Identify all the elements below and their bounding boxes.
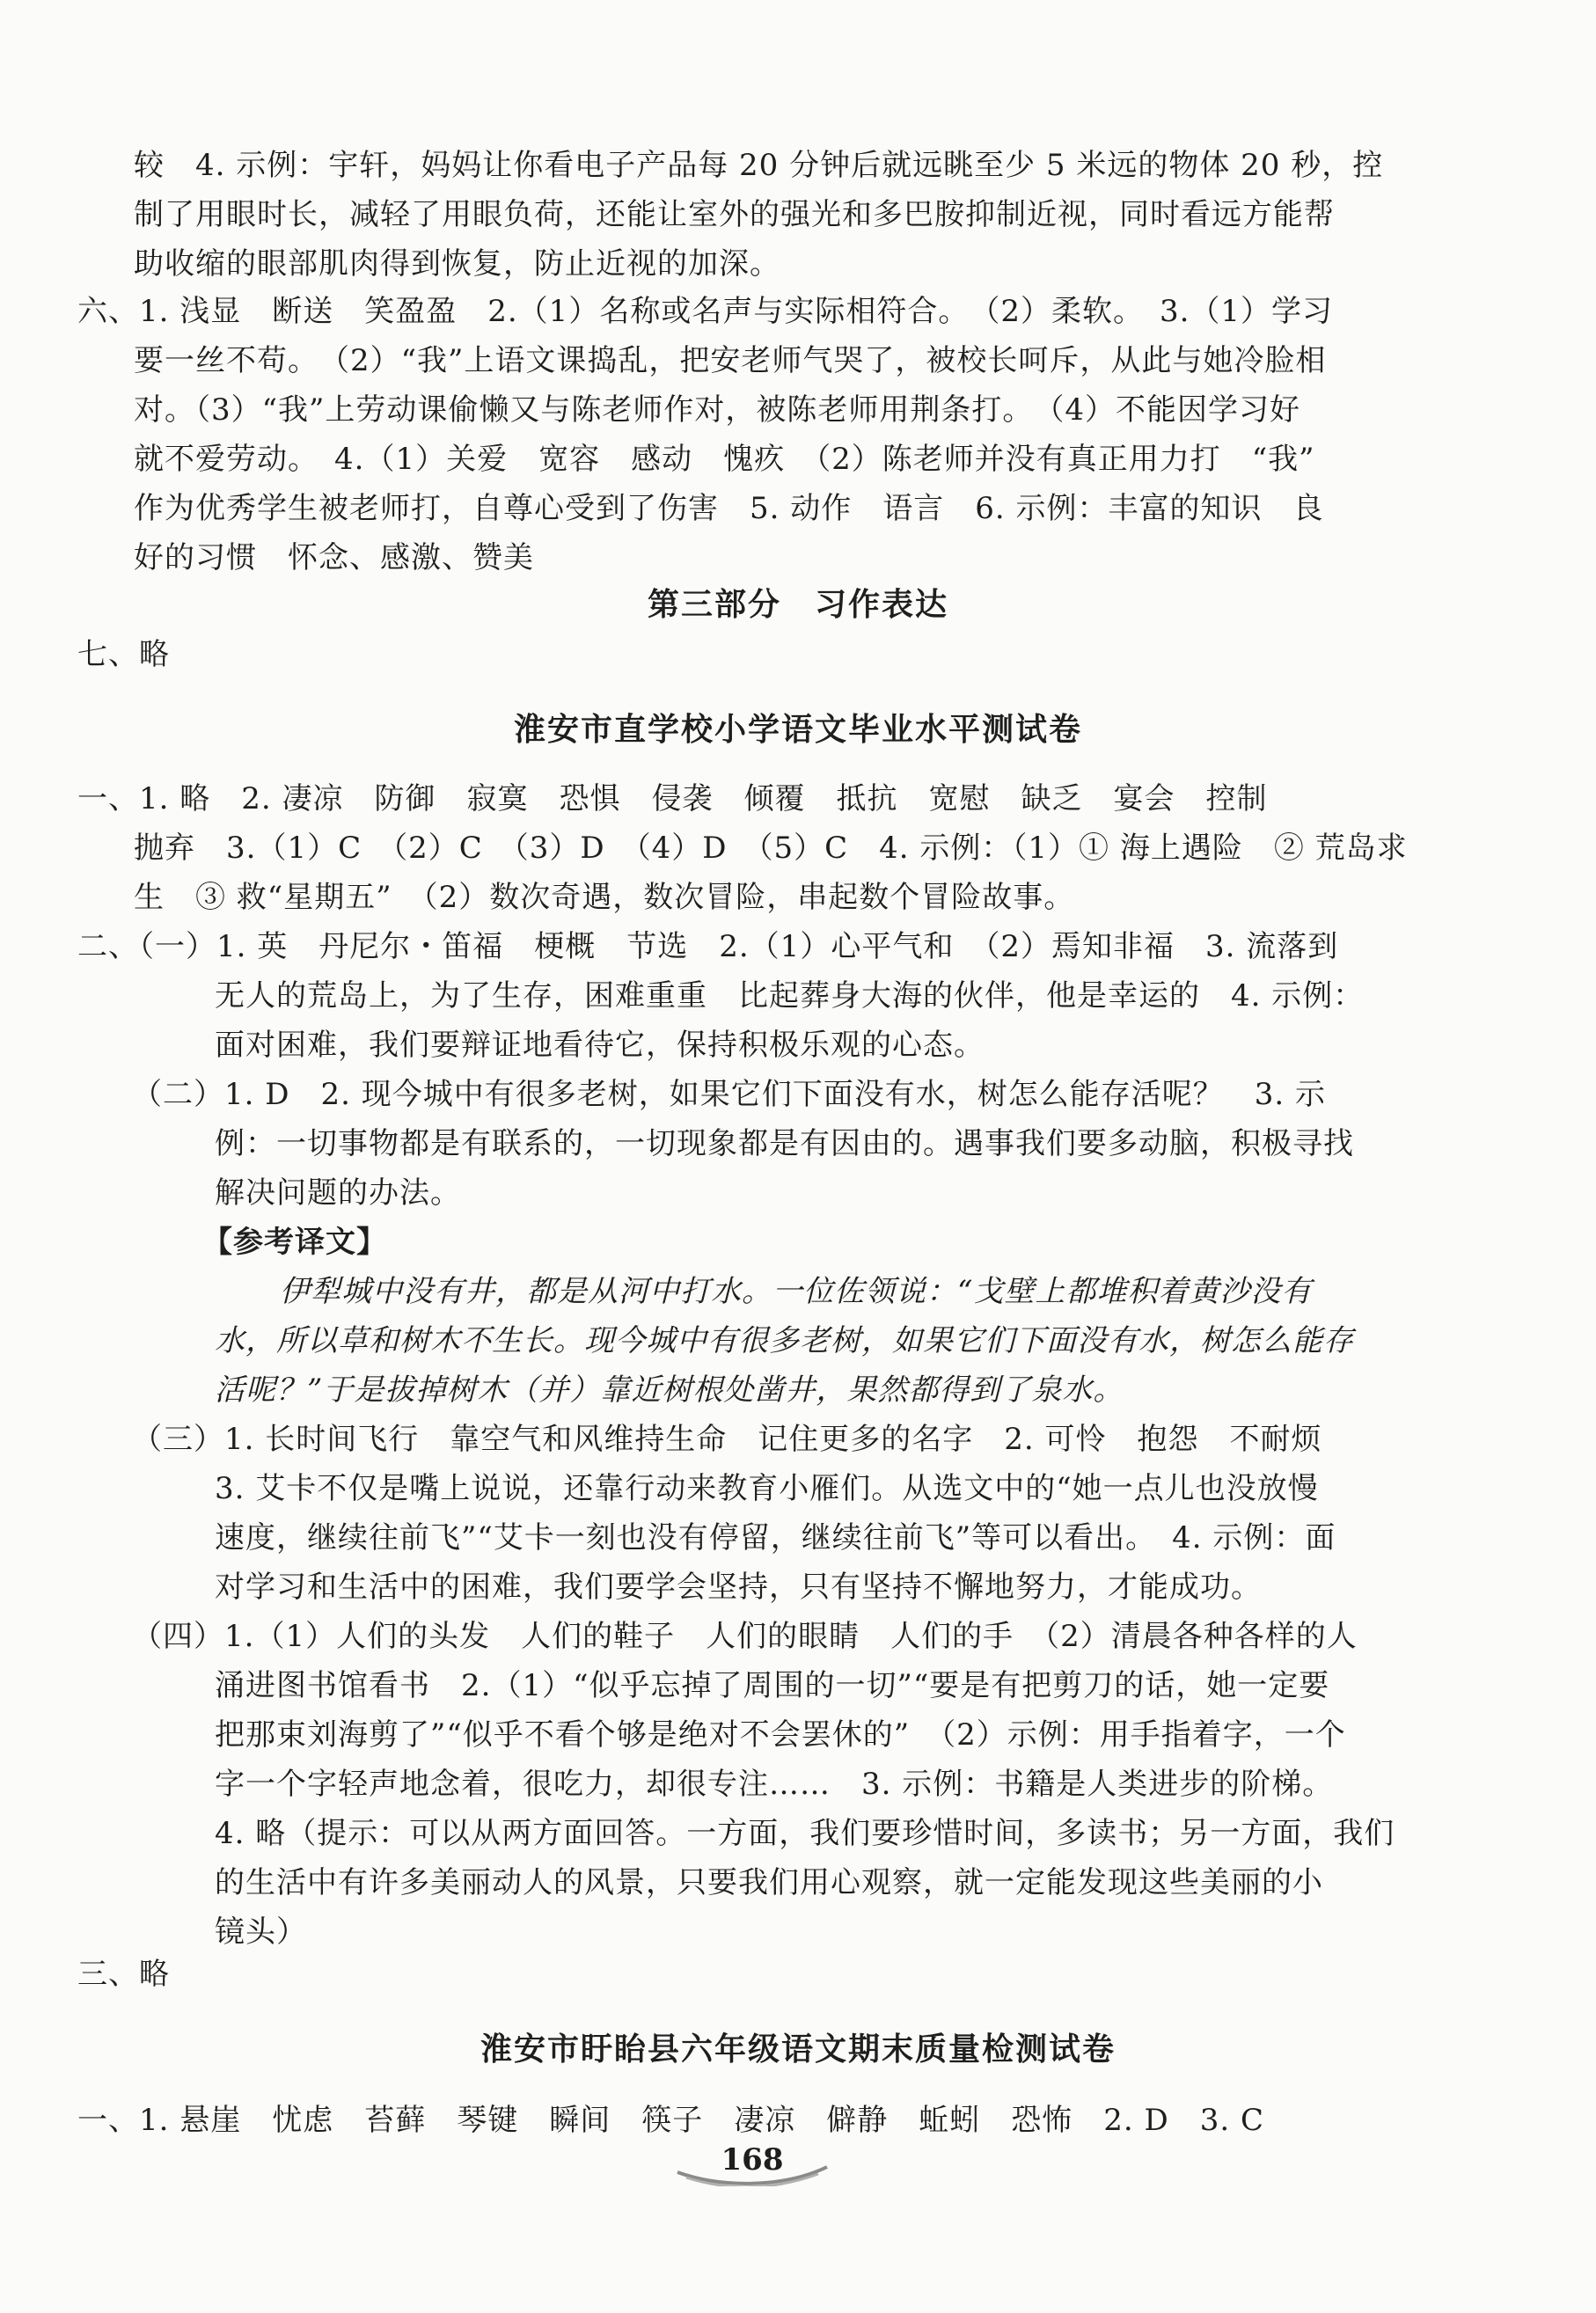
exam1-question-two-part2 — [132, 1070, 1354, 1218]
text-line: 面对困难，我们要辩证地看待它，保持积极乐观的心态。 — [215, 1028, 985, 1063]
exam-title-2: 淮安市盱眙县六年级语文期末质量检测试卷 — [480, 2031, 1116, 2068]
text-line: 三、略 — [77, 1957, 170, 1992]
text-line: 好的习惯 怀念、感激、赞美 — [134, 540, 534, 575]
exam1-question-two-part4 — [132, 1612, 1395, 1957]
exam1-question-two-part3 — [132, 1415, 1336, 1612]
text-line: 助收缩的眼部肌肉得到恢复，防止近视的加深。 — [134, 246, 780, 282]
answer-block-six — [77, 287, 1333, 582]
text-line: 例：一切事物都是有联系的，一切现象都是有因由的。遇事我们要多动脑，积极寻找 — [215, 1126, 1354, 1161]
text-line: 作为优秀学生被老师打，自尊心受到了伤害 5. 动作 语言 6. 示例：丰富的知识 良 — [134, 491, 1324, 526]
text-line: 伊犁城中没有井，都是从河中打水。一位佐领说：“戈壁上都堆积着黄沙没有 — [280, 1274, 1313, 1309]
exam-title-1: 淮安市直学校小学语文毕业水平测试卷 — [513, 712, 1082, 748]
answer-block-seven — [77, 630, 170, 679]
page-number: 168 — [721, 2142, 784, 2178]
text-line: 七、略 — [77, 637, 170, 672]
text-line: 抛弃 3.（1）C （2）C （3）D （4）D （5）C 4. 示例：（1）① 海上遇险 ② 荒岛求 — [134, 831, 1408, 866]
text-line: 生 ③ 救“星期五” （2）数次奇遇，数次冒险，串起数个冒险故事。 — [134, 880, 1075, 915]
text-line: 镜头） — [215, 1914, 307, 1950]
text-line: 对。（3）“我”上劳动课偷懒又与陈老师作对，被陈老师用荆条打。 （4）不能因学习好 — [134, 392, 1301, 428]
exam2-question-one — [77, 2096, 1264, 2145]
text-line: 涌进图书馆看书 2.（1）“似乎忘掉了周围的一切”“要是有把剪刀的话，她一定要 — [215, 1668, 1330, 1703]
reference-translation-label: 【参考译文】 — [202, 1225, 387, 1260]
text-line: 六、1. 浅显 断送 笑盈盈 2.（1）名称或名声与实际相符合。 （2）柔软。 3.（1）学习 — [77, 294, 1334, 329]
text-line: （二）1. D 2. 现今城中有很多老树，如果它们下面没有水，树怎么能存活呢？ 3. 示 — [132, 1077, 1326, 1112]
reference-translation-text — [215, 1267, 1354, 1415]
text-line: 字一个字轻声地念着，很吃力，却很专注…… 3. 示例：书籍是人类进步的阶梯。 — [215, 1767, 1334, 1802]
text-line: 较 4. 示例：宇轩，妈妈让你看电子产品每 20 分钟后就远眺至少 5 米远的物体 20 秒，控 — [134, 148, 1384, 183]
text-line: 就不爱劳动。 4.（1）关爱 宽容 感动 愧疚 （2）陈老师并没有真正用力打 “我” — [134, 442, 1315, 477]
text-line: 4. 略（提示：可以从两方面回答。一方面，我们要珍惜时间，多读书；另一方面，我们 — [215, 1816, 1395, 1851]
text-line: 水，所以草和树木不生长。现今城中有很多老树，如果它们下面没有水，树怎么能存 — [215, 1323, 1354, 1358]
text-line: 要一丝不苟。 （2）“我”上语文课捣乱，把安老师气哭了，被校长呵斥，从此与她冷脸相 — [134, 343, 1327, 378]
text-line: 的生活中有许多美丽动人的风景，只要我们用心观察，就一定能发现这些美丽的小 — [215, 1865, 1323, 1900]
text-line: （三）1. 长时间飞行 靠空气和风维持生命 记住更多的名字 2. 可怜 抱怨 不耐烦 — [132, 1422, 1322, 1457]
answer-block-five-continued — [134, 141, 1383, 289]
text-line: 无人的荒岛上，为了生存，困难重重 比起葬身大海的伙伴，他是幸运的 4. 示例： — [215, 978, 1365, 1014]
text-line: 制了用眼时长，减轻了用眼负荷，还能让室外的强光和多巴胺抑制近视，同时看远方能帮 — [134, 197, 1335, 232]
text-line: 一、1. 悬崖 忧虑 苔藓 琴键 瞬间 筷子 凄凉 僻静 蚯蚓 恐怖 2. D 3. C — [77, 2103, 1265, 2138]
text-line: 把那束刘海剪了”“似乎不看个够是绝对不会罢休的” （2）示例：用手指着字，一个 — [215, 1717, 1346, 1753]
text-line: 3. 艾卡不仅是嘴上说说，还靠行动来教育小雁们。从选文中的“她一点儿也没放慢 — [215, 1471, 1319, 1506]
section-heading-part3: 第三部分 习作表达 — [647, 587, 948, 623]
text-line: 活呢？”于是拔掉树木（并）靠近树根处凿井，果然都得到了泉水。 — [215, 1372, 1124, 1408]
text-line: 解决问题的办法。 — [215, 1175, 461, 1211]
exam1-question-three — [77, 1950, 170, 1999]
text-line: 一、1. 略 2. 凄凉 防御 寂寞 恐惧 侵袭 倾覆 抵抗 宽慰 缺乏 宴会 控制 — [77, 781, 1268, 816]
text-line: 二、（一）1. 英 丹尼尔・笛福 梗概 节选 2.（1）心平气和 （2）焉知非福 3. 流落到 — [77, 929, 1339, 964]
text-line: 对学习和生活中的困难，我们要学会坚持，只有坚持不懈地努力，才能成功。 — [215, 1570, 1262, 1605]
exam1-question-two-part1 — [77, 922, 1364, 1070]
exam1-question-one — [77, 774, 1408, 922]
text-line: （四）1.（1）人们的头发 人们的鞋子 人们的眼睛 人们的手 （2）清晨各种各样的人 — [132, 1619, 1358, 1654]
text-line: 速度，继续往前飞”“艾卡一刻也没有停留，继续往前飞”等可以看出。 4. 示例：面 — [215, 1520, 1336, 1555]
